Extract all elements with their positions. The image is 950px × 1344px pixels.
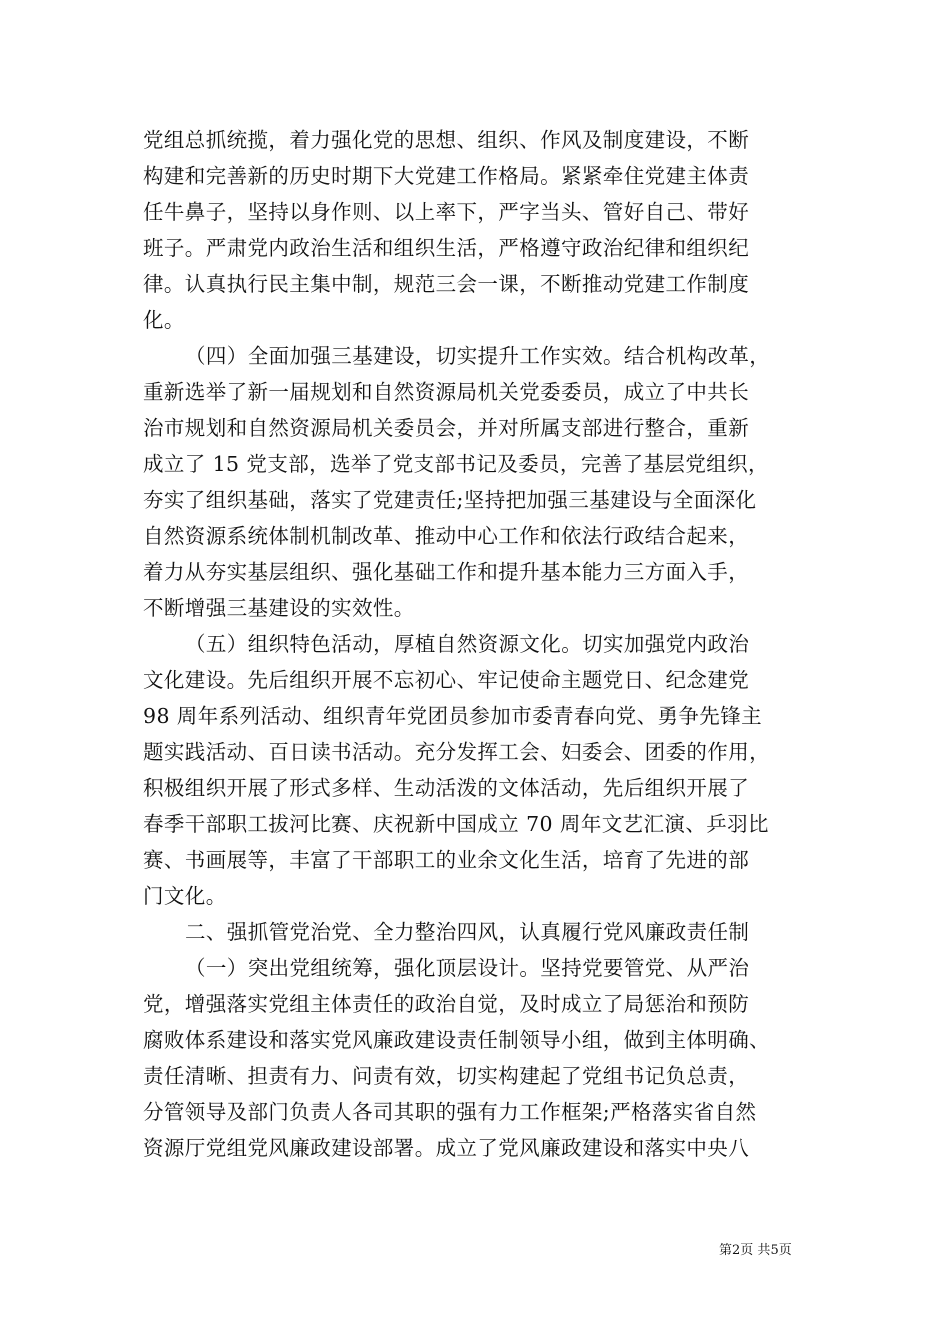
page-number-footer [719,1243,792,1259]
text-line: 不断增强三基建设的实效性。 [143,596,415,620]
text-line: 自然资源系统体制机制改革、推动中心工作和依法行政结合起来， [143,524,750,548]
text-line: 治市规划和自然资源局机关委员会，并对所属支部进行整合，重新 [143,416,750,440]
text-line: 文化建设。先后组织开展不忘初心、牢记使命主题党日、纪念建党 [143,668,750,692]
footer-middle: 页 共 [740,1243,771,1258]
text-line: 成立了 15 党支部，选举了党支部书记及委员，完善了基层党组织， [143,452,769,476]
text-line: （四）全面加强三基建设，切实提升工作实效。结合机构改革， [185,344,771,368]
text-line: 腐败体系建设和落实党风廉政建设责任制领导小组，做到主体明确、 [143,1028,770,1052]
text-line: （五）组织特色活动，厚植自然资源文化。切实加强党内政治 [185,632,750,656]
text-line: 着力从夯实基层组织、强化基础工作和提升基本能力三方面入手， [143,560,750,584]
text-line: 责任清晰、担责有力、问责有效，切实构建起了党组书记负总责， [143,1064,750,1088]
footer-current-page: 2 [732,1243,741,1258]
text-line: 分管领导及部门负责人各司其职的强有力工作框架;严格落实省自然 [143,1100,757,1124]
text-line: 党，增强落实党组主体责任的政治自觉，及时成立了局惩治和预防 [143,992,750,1016]
text-line: 98 周年系列活动、组织青年党团员参加市委青春向党、勇争先锋主 [143,704,762,728]
footer-suffix: 页 [778,1243,792,1258]
footer-prefix: 第 [719,1243,733,1258]
text-line: 重新选举了新一届规划和自然资源局机关党委委员，成立了中共长 [143,380,750,404]
text-line: 二、强抓管党治党、全力整治四风，认真履行党风廉政责任制 [185,920,750,944]
text-line: 积极组织开展了形式多样、生动活泼的文体活动，先后组织开展了 [143,776,750,800]
text-line: 班子。严肃党内政治生活和组织生活，严格遵守政治纪律和组织纪 [143,236,750,260]
text-line: 夯实了组织基础，落实了党建责任;坚持把加强三基建设与全面深化 [143,488,757,512]
text-line: 春季干部职工拔河比赛、庆祝新中国成立 70 周年文艺汇演、乒羽比 [143,812,769,836]
text-line: 党组总抓统揽，着力强化党的思想、组织、作风及制度建设，不断 [143,128,750,152]
text-line: （一）突出党组统筹，强化顶层设计。坚持党要管党、从严治 [185,956,750,980]
footer-total-pages: 5 [770,1243,779,1258]
text-line: 门文化。 [143,884,227,908]
text-line: 题实践活动、百日读书活动。充分发挥工会、妇委会、团委的作用， [143,740,770,764]
text-line: 构建和完善新的历史时期下大党建工作格局。紧紧牵住党建主体责 [143,164,750,188]
text-line: 资源厅党组党风廉政建设部署。成立了党风廉政建设和落实中央八 [143,1136,750,1160]
text-line: 任牛鼻子，坚持以身作则、以上率下，严字当头、管好自己、带好 [143,200,750,224]
text-line: 律。认真执行民主集中制，规范三会一课，不断推动党建工作制度 [143,272,750,296]
document-body [143,122,823,1166]
text-line: 赛、书画展等，丰富了干部职工的业余文化生活，培育了先进的部 [143,848,750,872]
text-line: 化。 [143,308,185,332]
